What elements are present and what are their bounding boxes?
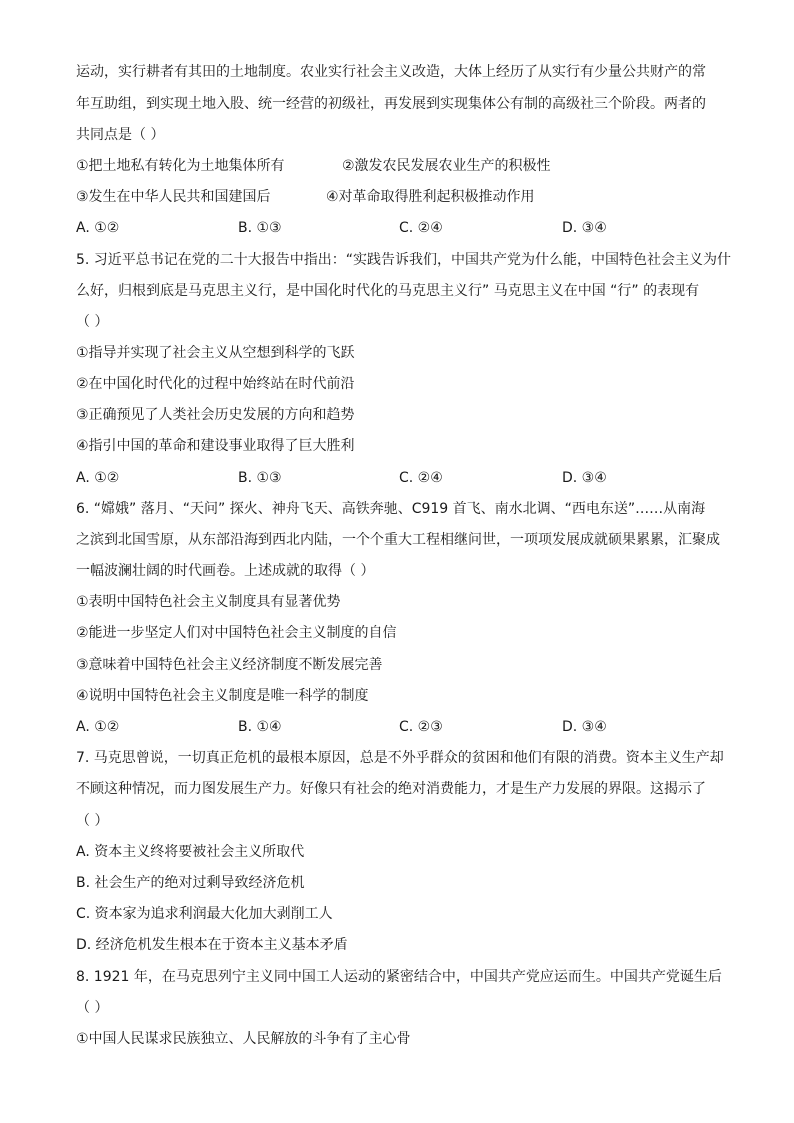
q6-line-1: 6. “嫦娥” 落月、“天问” 探火、神舟飞天、高铁奔驰、C919 首飞、南水北调、“西电东送”……从南海 xyxy=(76,501,706,517)
q5-options xyxy=(76,469,726,487)
q5-line-3: （ ） xyxy=(76,314,109,330)
q4-options xyxy=(76,219,726,237)
q6-option-b[interactable]: B. ①④ xyxy=(238,719,282,735)
q7-choice-b[interactable]: B. 社会生产的绝对过剩导致经济危机 xyxy=(76,875,305,891)
q5-option-a[interactable]: A. ①② xyxy=(76,470,120,486)
q5-option-d[interactable]: D. ③④ xyxy=(562,470,607,486)
q8-line-2: （ ） xyxy=(76,1000,109,1016)
q6-statement-4: ④说明中国特色社会主义制度是唯一科学的制度 xyxy=(76,688,369,704)
q8-statement-1: ①中国人民谋求民族独立、人民解放的斗争有了主心骨 xyxy=(76,1031,411,1047)
q7-choice-d[interactable]: D. 经济危机发生根本在于资本主义基本矛盾 xyxy=(76,937,348,953)
q5-statement-3: ③正确预见了人类社会历史发展的方向和趋势 xyxy=(76,407,355,423)
q4-option-b[interactable]: B. ①③ xyxy=(238,220,282,236)
q6-option-c[interactable]: C. ②③ xyxy=(399,719,443,735)
q4-option-a[interactable]: A. ①② xyxy=(76,220,120,236)
q5-statement-4: ④指引中国的革命和建设事业取得了巨大胜利 xyxy=(76,438,355,454)
q4-line-2: 年互助组，到实现土地入股、统一经营的初级社，再发展到实现集体公有制的高级社三个阶段。两者的 xyxy=(76,96,706,112)
q6-statement-2: ②能进一步坚定人们对中国特色社会主义制度的自信 xyxy=(76,625,397,641)
q4-statement-2: ②激发农民发展农业生产的积极性 xyxy=(342,158,551,174)
q5-statement-1: ①指导并实现了社会主义从空想到科学的飞跃 xyxy=(76,345,355,361)
q6-options xyxy=(76,718,726,736)
q4-line-3: 共同点是（ ） xyxy=(76,127,165,143)
q4-statements-row-2 xyxy=(76,188,726,206)
q6-option-d[interactable]: D. ③④ xyxy=(562,719,607,735)
q7-line-2: 不顾这种情况，而力图发展生产力。好像只有社会的绝对消费能力，才是生产力发展的界限。这揭示了 xyxy=(76,781,706,797)
q6-line-3: 一幅波澜壮阔的时代画卷。上述成就的取得（ ） xyxy=(76,563,375,579)
q4-line-1: 运动，实行耕者有其田的土地制度。农业实行社会主义改造，大体上经历了从实行有少量公共财产的常 xyxy=(76,64,706,80)
q5-line-1: 5. 习近平总书记在党的二十大报告中指出：“实践告诉我们，中国共产党为什么能，中国特色社会主义为什 xyxy=(76,252,732,268)
q6-line-2: 之滨到北国雪原，从东部沿海到西北内陆，一个个重大工程相继问世，一项项发展成就硕果累累，汇聚成 xyxy=(76,532,720,548)
q6-statement-1: ①表明中国特色社会主义制度具有显著优势 xyxy=(76,594,341,610)
q4-statements-row-1 xyxy=(76,157,726,175)
q7-choice-c[interactable]: C. 资本家为追求利润最大化加大剥削工人 xyxy=(76,906,333,922)
q8-line-1: 8. 1921 年，在马克思列宁主义同中国工人运动的紧密结合中，中国共产党应运而生。中国共产党诞生后 xyxy=(76,969,722,985)
q4-statement-3: ③发生在中华人民共和国建国后 xyxy=(76,189,271,205)
q5-statement-2: ②在中国化时代化的过程中始终站在时代前沿 xyxy=(76,376,355,392)
q5-option-b[interactable]: B. ①③ xyxy=(238,470,282,486)
q4-statement-1: ①把土地私有转化为土地集体所有 xyxy=(76,158,285,174)
q5-line-2: 么好，归根到底是马克思主义行，是中国化时代化的马克思主义行” 马克思主义在中国 “行” 的表现有 xyxy=(76,283,700,299)
q4-statement-4: ④对革命取得胜利起积极推动作用 xyxy=(326,189,535,205)
q4-option-d[interactable]: D. ③④ xyxy=(562,220,607,236)
q6-option-a[interactable]: A. ①② xyxy=(76,719,120,735)
q7-choice-a[interactable]: A. 资本主义终将要被社会主义所取代 xyxy=(76,844,305,860)
q7-line-3: （ ） xyxy=(76,813,109,829)
q4-option-c[interactable]: C. ②④ xyxy=(399,220,443,236)
q5-option-c[interactable]: C. ②④ xyxy=(399,470,443,486)
q7-line-1: 7. 马克思曾说，一切真正危机的最根本原因，总是不外乎群众的贫困和他们有限的消费。资本主义生产却 xyxy=(76,750,724,766)
q6-statement-3: ③意味着中国特色社会主义经济制度不断发展完善 xyxy=(76,657,383,673)
